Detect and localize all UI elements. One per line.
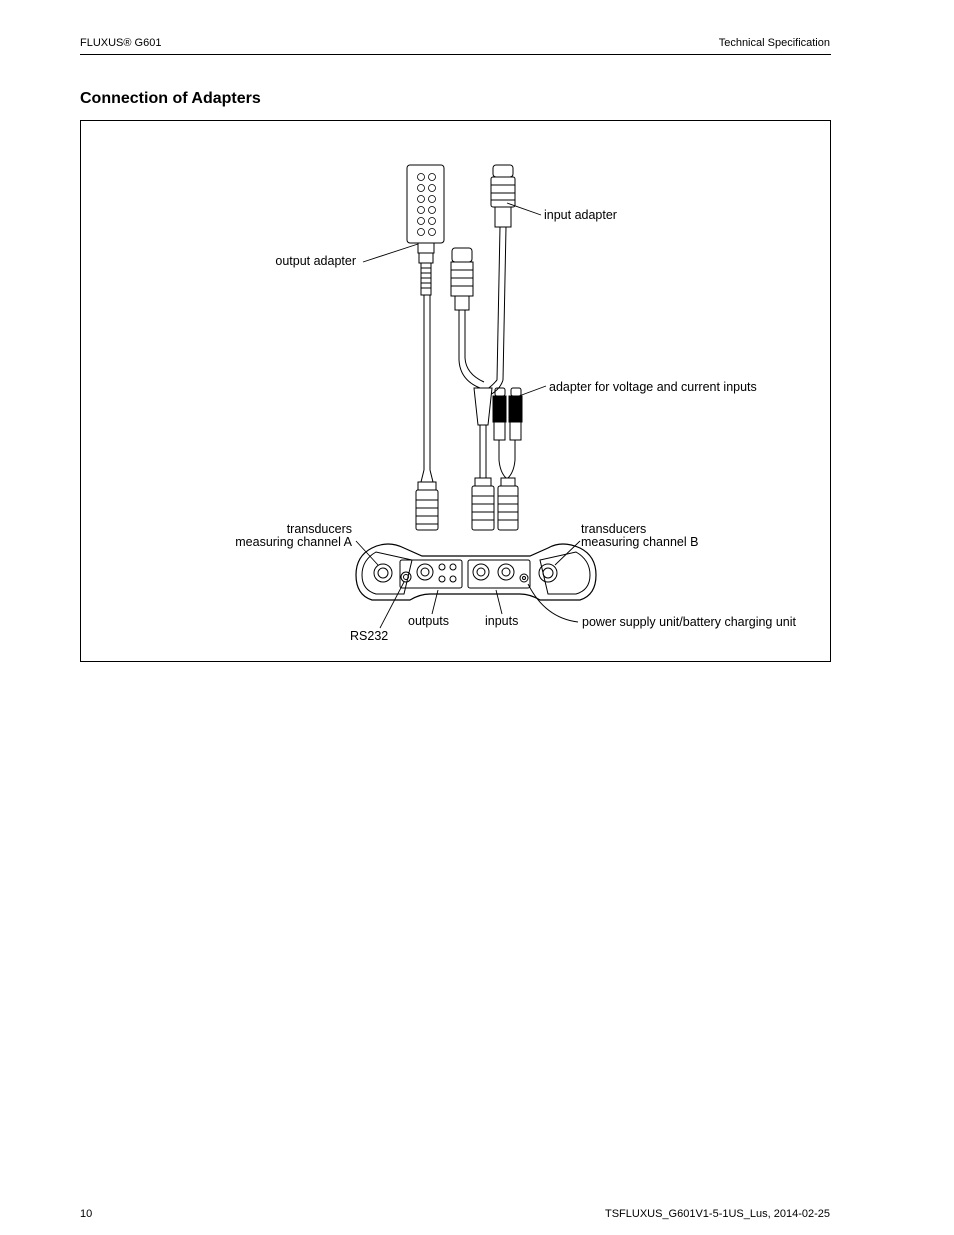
output-adapter-drawing	[407, 165, 444, 530]
flowmeter-device-drawing	[356, 544, 596, 600]
footer-doc-id: TSFLUXUS_G601V1-5-1US_Lus, 2014-02-25	[604, 1208, 830, 1220]
section-title: Connection of Adapters	[80, 90, 261, 107]
label-input-adapter: input adapter	[544, 208, 617, 222]
label-outputs: outputs	[408, 614, 450, 628]
voltage-adapter-upper-plug	[451, 248, 503, 396]
label-transducers-b-line2: measuring channel B	[581, 535, 699, 549]
label-transducers-b-line1: transducers	[581, 522, 647, 536]
header-product: FLUXUS® G601	[80, 37, 162, 49]
label-inputs: inputs	[485, 614, 519, 628]
y-junction-drawing	[472, 388, 494, 530]
header-section: Technical Specification	[718, 37, 830, 49]
label-voltage-current-adapter: adapter for voltage and current inputs	[549, 380, 757, 394]
label-output-adapter: output adapter	[275, 254, 356, 268]
label-rs232: RS232	[350, 629, 389, 643]
voltage-current-plugs-drawing	[493, 388, 522, 530]
label-transducers-a-line1: transducers	[286, 522, 352, 536]
input-adapter-drawing	[491, 165, 515, 380]
label-transducers-a-line2: measuring channel A	[235, 535, 352, 549]
footer-page-number: 10	[80, 1208, 93, 1220]
label-power-supply: power supply unit/battery charging unit	[582, 615, 797, 629]
